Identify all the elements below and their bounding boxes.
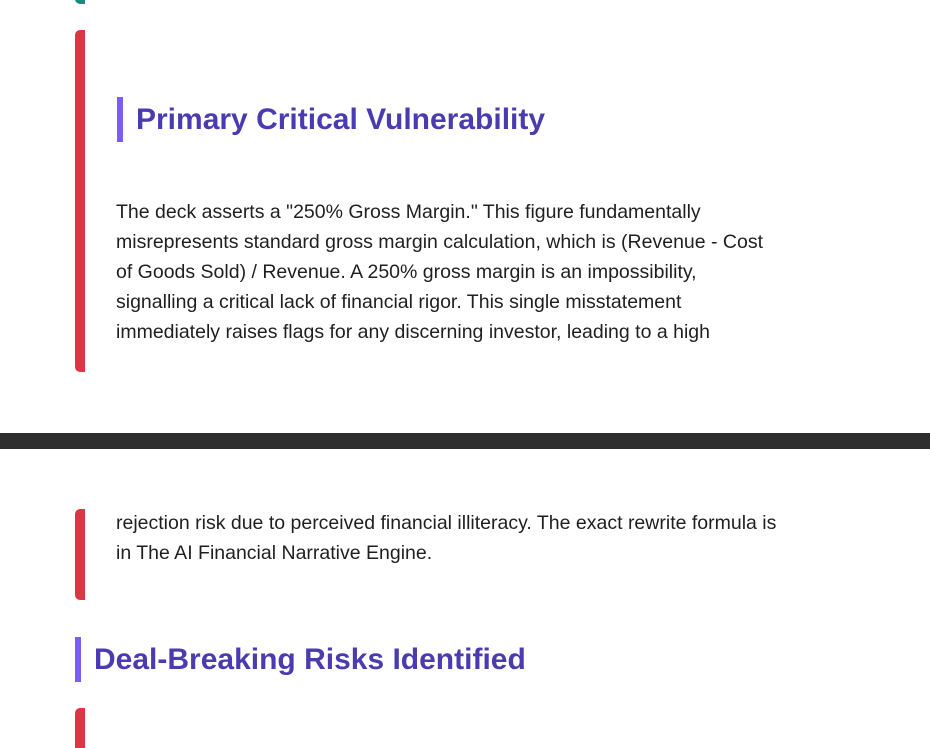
card-heading	[117, 97, 545, 142]
body-line: The deck asserts a "250% Gross Margin." This figure fundamentally	[116, 201, 701, 223]
teal-accent-bar	[75, 0, 85, 4]
critical-accent-bar	[75, 509, 85, 600]
body-line: signalling a critical lack of financial rigor. This single misstatement	[116, 291, 682, 313]
section-heading-text: Deal-Breaking Risks Identified	[94, 642, 526, 676]
page-break-divider	[0, 433, 930, 449]
risk-card	[75, 708, 85, 748]
critical-accent-bar	[75, 708, 85, 748]
body-line: immediately raises flags for any discerning investor, leading to a high	[116, 321, 710, 343]
vulnerability-card-continuation	[75, 509, 835, 600]
body-line: misrepresents standard gross margin calculation, which is (Revenue - Cost	[116, 231, 764, 253]
body-line: rejection risk due to perceived financial illiteracy. The exact rewrite formula is	[116, 512, 777, 534]
body-line: in The AI Financial Narrative Engine.	[116, 542, 433, 564]
vulnerability-card	[75, 30, 835, 372]
body-line: of Goods Sold) / Revenue. A 250% gross margin is an impossibility,	[116, 261, 697, 283]
section-heading	[75, 637, 526, 682]
card-body	[116, 508, 806, 568]
card-body	[116, 197, 806, 347]
card-heading-text: Primary Critical Vulnerability	[136, 102, 546, 136]
critical-accent-bar	[75, 30, 85, 372]
